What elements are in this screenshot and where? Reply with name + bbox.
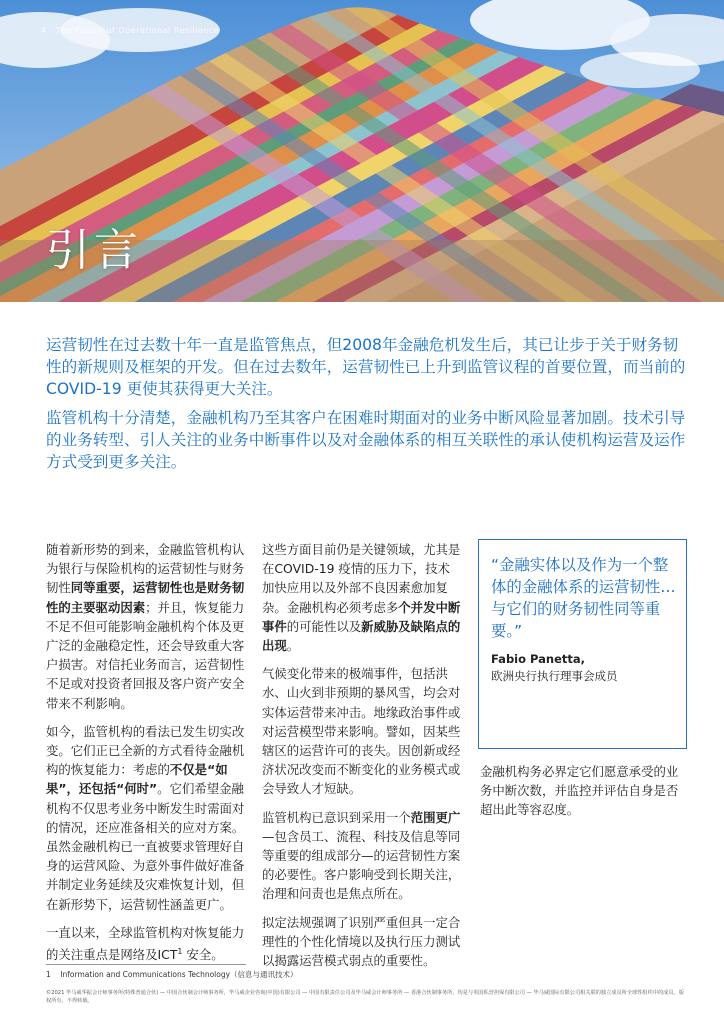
body-paragraph: 这些方面目前仍是关键领域，尤其是在COVID-19 疫情的压力下，技术加快应用以及外部不良因素愈加复杂。金融机构必须考虑多个并发中断事件的可能性以及新威胁及缺陷点的出现。 — [262, 542, 461, 654]
side-paragraph: 金融机构务必界定它们愿意承受的业务中断次数，并监控并评估自身是否超出此等容忍度。 — [480, 764, 679, 818]
quote-author-role: 欧洲央行执行理事会成员 — [491, 669, 618, 683]
footnote-text: Information and Communications Technology（信息与通讯技术） — [60, 970, 298, 979]
intro-paragraph-2: 监管机构十分清楚，金融机构乃至其客户在困难时期面对的业务中断风险显著加剧。技术引导的业务转型、引人关注的业务中断事件以及对金融体系的相互关联性的承认使机构运营及运作方式受到更多关注。 — [46, 409, 686, 471]
body-paragraph: 如今，监管机构的看法已发生切实改变。它们正已全新的方式看待金融机构的恢复能力：考虑的不仅是“如果”，还包括“何时”。它们希望金融机构不仅思考业务中断发生时需面对的情况，还应准备相关的应对方案。虽然金融机构已一直被要求管理好自身的运营风险、为意外事件做好准备并制定业务延续及灾难恢复计划，但在新形势下，运营韧性涵盖更广。 — [46, 723, 245, 912]
body-paragraph: 随着新形势的到来，金融监管机构认为银行与保险机构的运营韧性与财务韧性同等重要，运营韧性也是财务韧性的主要驱动因素；并且，恢复能力不足不但可能影响金融机构个体及更广泛的金融稳定性，还会导致重大客户损害。对信托业务而言，运营韧性不足或对投资者回报及客户资产安全带来不利影响。 — [46, 542, 245, 711]
page-title: 引言 — [46, 225, 142, 276]
body-column-2 — [262, 540, 462, 979]
body-paragraph: 一直以来，全球监管机构对恢复能力的关注重点是网络及ICT$^1$ 安全。 — [46, 924, 245, 963]
footnote-ref: 1 — [177, 947, 183, 957]
quote-text: “金融实体以及作为一个整体的金融体系的运营韧性…与它们的财务韧性同等重要。” — [491, 556, 676, 640]
pull-quote — [478, 539, 687, 749]
body-paragraph: 监管机构已意识到采用一个范围更广—包含员工、流程、科技及信息等同等重要的组成部分—的运营韧性方案的必要性。客户影响受到长期关注，治理和问责也是焦点所在。 — [262, 809, 461, 902]
copyright-notice: ©2021 毕马威华振会计师事务所(特殊普通合伙) — 中国合伙制会计师事务所，毕马威企业咨询(中国)有限公司 — 中国有限责任公司及毕马威会计师事务所 — 香港合伙制事务所，均是与英国私营担保有限公司 — 毕马威国际有限公司相关联的独立成员所全球性组织中的成员。版权所有，不得转载。 — [46, 990, 684, 1004]
intro-paragraph-1: 运营韧性在过去数十年一直是监管焦点，但2008年金融危机发生后，其已让步于关于财务韧性的新规则及框架的开发。但在过去数年，运营韧性已上升到监管议程的首要位置，而当前的COVID-19 更使其获得更大关注。 — [46, 336, 686, 398]
page-marker: 4 · The Future of Operational Resilience — [41, 26, 220, 35]
body-column-1 — [46, 540, 246, 973]
hero-image — [0, 0, 724, 302]
footnote-divider — [46, 964, 246, 965]
body-paragraph: 气候变化带来的极端事件，包括洪水、山火到非预期的暴风雪，均会对实体运营带来冲击。地缘政治事件或对运营模型带来影响。譬如，因某些辖区的运营许可的丧失。因创新或经济状况改变而不断变化的业务模式或会导致人才短缺。 — [262, 666, 461, 797]
footnote-number: 1 — [46, 970, 51, 979]
quote-author: Fabio Panetta, — [491, 652, 586, 666]
footnote — [46, 969, 298, 980]
body-paragraph: 拟定法规强调了识别严重但具一定合理性的个性化情境以及执行压力测试以揭露运营模式弱点的重要性。 — [262, 914, 461, 969]
